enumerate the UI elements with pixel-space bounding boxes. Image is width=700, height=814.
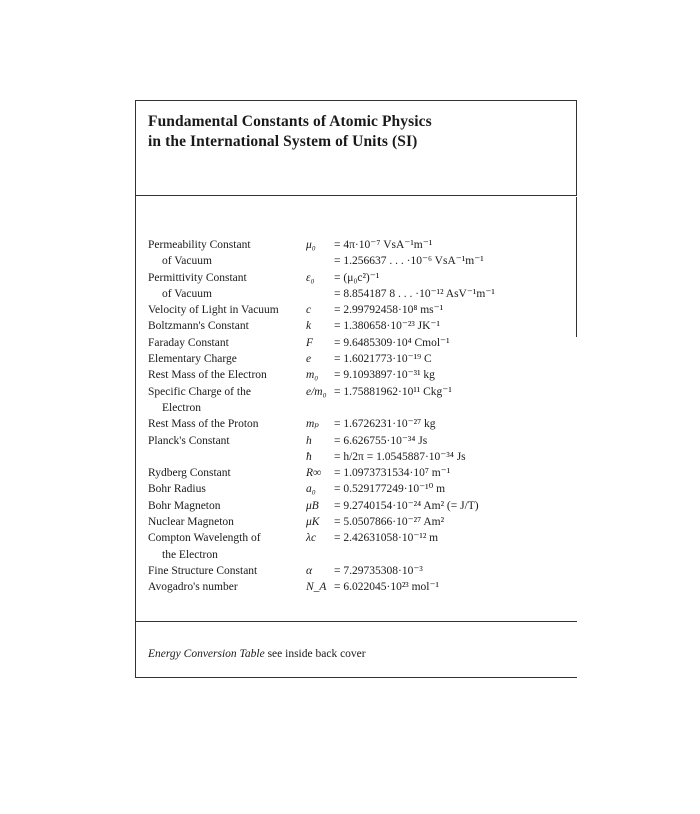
constant-symbol: λc xyxy=(306,532,317,545)
constant-value: = 1.0973731534·10⁷ m⁻¹ xyxy=(334,467,451,480)
constant-symbol: R∞ xyxy=(306,467,322,480)
constant-value: = 9.2740154·10⁻²⁴ Am² (= J/T) xyxy=(334,499,479,512)
footer-divider xyxy=(136,621,577,622)
table-row xyxy=(148,302,573,318)
table-row xyxy=(148,367,573,383)
page-title xyxy=(148,112,432,152)
constant-name: Avogadro's number xyxy=(148,581,238,594)
right-rule-lower xyxy=(576,197,577,337)
footer-note xyxy=(148,648,366,660)
constant-symbol: a₀ xyxy=(306,483,316,496)
constant-value: = 1.75881962·10¹¹ Ckg⁻¹ xyxy=(334,385,452,398)
constant-name: Rest Mass of the Electron xyxy=(148,369,267,382)
constant-value: = 8.854187 8 . . . ·10⁻¹² AsV⁻¹m⁻¹ xyxy=(334,287,495,300)
constant-value: = 6.022045·10²³ mol⁻¹ xyxy=(334,581,439,594)
table-row xyxy=(148,449,573,465)
table-row xyxy=(148,270,573,286)
constant-value: = 5.0507866·10⁻²⁷ Am² xyxy=(334,516,445,529)
constant-value: = 0.529177249·10⁻¹⁰ m xyxy=(334,483,446,496)
table-row xyxy=(148,237,573,253)
table-row xyxy=(148,514,573,530)
constant-symbol: ε₀ xyxy=(306,271,315,284)
constant-value: = 2.99792458·10⁸ ms⁻¹ xyxy=(334,304,444,317)
constant-name: Bohr Radius xyxy=(148,483,206,496)
table-row xyxy=(148,400,573,416)
table-row xyxy=(148,416,573,432)
title-line-1: Fundamental Constants of Atomic Physics xyxy=(148,113,432,130)
constant-value: = 1.6726231·10⁻²⁷ kg xyxy=(334,418,436,431)
constant-name: Specific Charge of the xyxy=(148,385,251,398)
constant-name: Rest Mass of the Proton xyxy=(148,418,259,431)
constant-value: = 1.380658·10⁻²³ JK⁻¹ xyxy=(334,320,440,333)
constant-symbol: k xyxy=(306,320,312,333)
constant-name: Permittivity Constant xyxy=(148,271,247,284)
constant-value: = 9.1093897·10⁻³¹ kg xyxy=(334,369,435,382)
table-row xyxy=(148,563,573,579)
constant-name: Velocity of Light in Vacuum xyxy=(148,304,279,317)
constant-name: Faraday Constant xyxy=(148,336,229,349)
constant-name: Permeability Constant xyxy=(148,239,251,251)
constant-value: = h/2π = 1.0545887·10⁻³⁴ Js xyxy=(334,450,466,463)
constant-symbol: e xyxy=(306,353,312,366)
constant-name: Elementary Charge xyxy=(148,353,237,366)
constant-symbol: μ₀ xyxy=(306,239,316,251)
table-row xyxy=(148,465,573,481)
constant-name: Compton Wavelength of xyxy=(148,532,261,545)
constant-symbol: α xyxy=(306,564,313,577)
constant-value: = 9.6485309·10⁴ Cmol⁻¹ xyxy=(334,336,450,349)
table-row xyxy=(148,530,573,546)
constant-name: Electron xyxy=(162,401,201,414)
constants-table xyxy=(148,237,573,596)
constant-symbol: e/m₀ xyxy=(306,385,327,398)
constant-value: = 1.6021773·10⁻¹⁹ C xyxy=(334,353,432,366)
constant-symbol: μK xyxy=(306,516,320,529)
constant-symbol: h xyxy=(306,434,312,447)
bottom-rule xyxy=(136,677,577,678)
table-row xyxy=(148,547,573,563)
table-row xyxy=(148,384,573,400)
constants-page xyxy=(135,100,577,678)
footer-italic: Energy Conversion Table xyxy=(148,648,265,660)
table-row xyxy=(148,481,573,497)
constant-name: Rydberg Constant xyxy=(148,467,231,480)
constant-symbol: ħ xyxy=(306,450,312,463)
table-row xyxy=(148,253,573,269)
right-rule-upper xyxy=(576,100,577,196)
constant-name: Bohr Magneton xyxy=(148,499,221,512)
constant-value: = (μ₀c²)⁻¹ xyxy=(334,271,380,284)
table-row xyxy=(148,335,573,351)
constant-name: Planck's Constant xyxy=(148,434,230,447)
constant-symbol: F xyxy=(306,336,314,349)
table-row xyxy=(148,351,573,367)
constant-symbol: m₀ xyxy=(306,369,319,382)
constant-name: the Electron xyxy=(162,548,218,561)
constant-symbol: μB xyxy=(306,499,319,512)
table-row xyxy=(148,579,573,595)
table-row xyxy=(148,498,573,514)
footer-rest: see inside back cover xyxy=(264,648,366,660)
constant-symbol: mₚ xyxy=(306,418,319,431)
constant-value: = 4π·10⁻⁷ VsA⁻¹m⁻¹ xyxy=(334,239,433,251)
table-row xyxy=(148,433,573,449)
constant-name: Nuclear Magneton xyxy=(148,516,234,529)
table-row xyxy=(148,286,573,302)
top-rule xyxy=(136,100,577,101)
constant-value: = 2.42631058·10⁻¹² m xyxy=(334,532,439,545)
constant-name: of Vacuum xyxy=(162,255,212,268)
constant-symbol: N_A xyxy=(306,581,327,594)
constant-name: Boltzmann's Constant xyxy=(148,320,249,333)
constant-symbol: c xyxy=(306,304,312,317)
table-row xyxy=(148,318,573,334)
constant-value: = 6.626755·10⁻³⁴ Js xyxy=(334,434,428,447)
constant-name: of Vacuum xyxy=(162,287,212,300)
title-divider xyxy=(136,195,577,196)
constant-name: Fine Structure Constant xyxy=(148,564,258,577)
title-line-2: in the International System of Units (SI) xyxy=(148,133,418,150)
constant-value: = 1.256637 . . . ·10⁻⁶ VsA⁻¹m⁻¹ xyxy=(334,255,484,268)
constant-value: = 7.29735308·10⁻³ xyxy=(334,564,423,577)
